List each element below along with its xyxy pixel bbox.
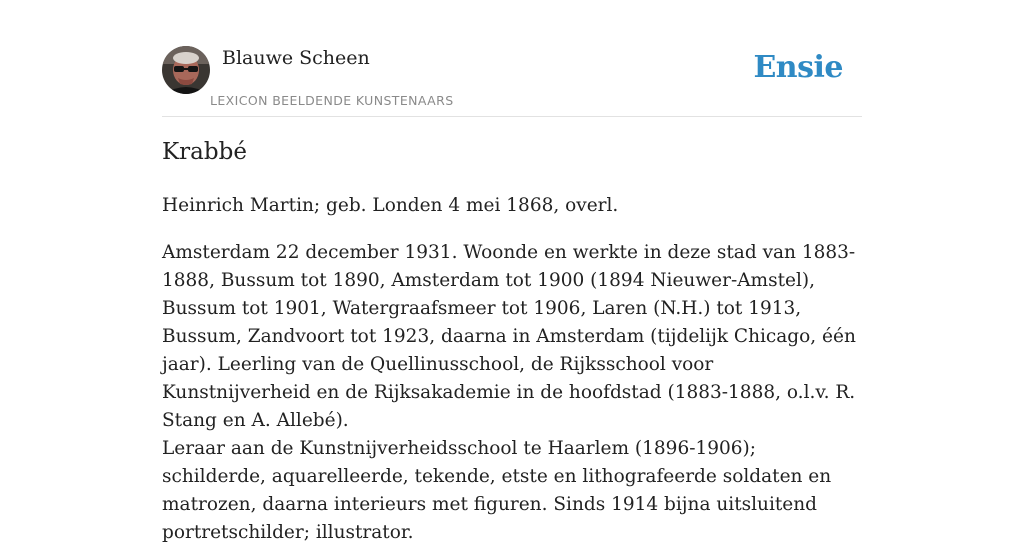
- collection-name[interactable]: LEXICON BEELDENDE KUNSTENAARS: [210, 93, 454, 108]
- article-paragraph: Heinrich Martin; geb. Londen 4 mei 1868, overl.: [162, 195, 619, 216]
- article-title: Krabbé: [162, 139, 247, 165]
- ensie-logo[interactable]: Ensie: [753, 50, 843, 85]
- article-paragraph: Amsterdam 22 december 1931. Woonde en werkte in deze stad van 1883-1888, Bussum tot 1890, Amsterdam tot 1900 (1894 Nieuwer-Amstel), Bussum tot 1901, Watergraafsmeer tot 1906, Laren (N.H.) tot 1913, Bussum, Zandvoort tot 1923, daarna in Amsterdam (tijdelijk Chicago, één jaar). Leerling van de Quellinusschool, de Rijksschool voor Kunstnijverheid en de Rijksakademie in de hoofdstad (1883-1888, o.l.v. R. Stang en A. Allebé).: [162, 242, 856, 431]
- avatar-photo-icon: [162, 46, 210, 94]
- article-header: [162, 46, 862, 117]
- article-paragraph: Leraar aan de Kunstnijverheidsschool te Haarlem (1896-1906); schilderde, aquarelleerde, tekende, etste en lithografeerde soldaten en matrozen, daarna interieurs met figuren. Sinds 1914 bijna uitsluitend portretschilder; illustrator.: [162, 438, 832, 543]
- author-avatar[interactable]: [162, 46, 210, 94]
- author-name[interactable]: Blauwe Scheen: [222, 47, 370, 69]
